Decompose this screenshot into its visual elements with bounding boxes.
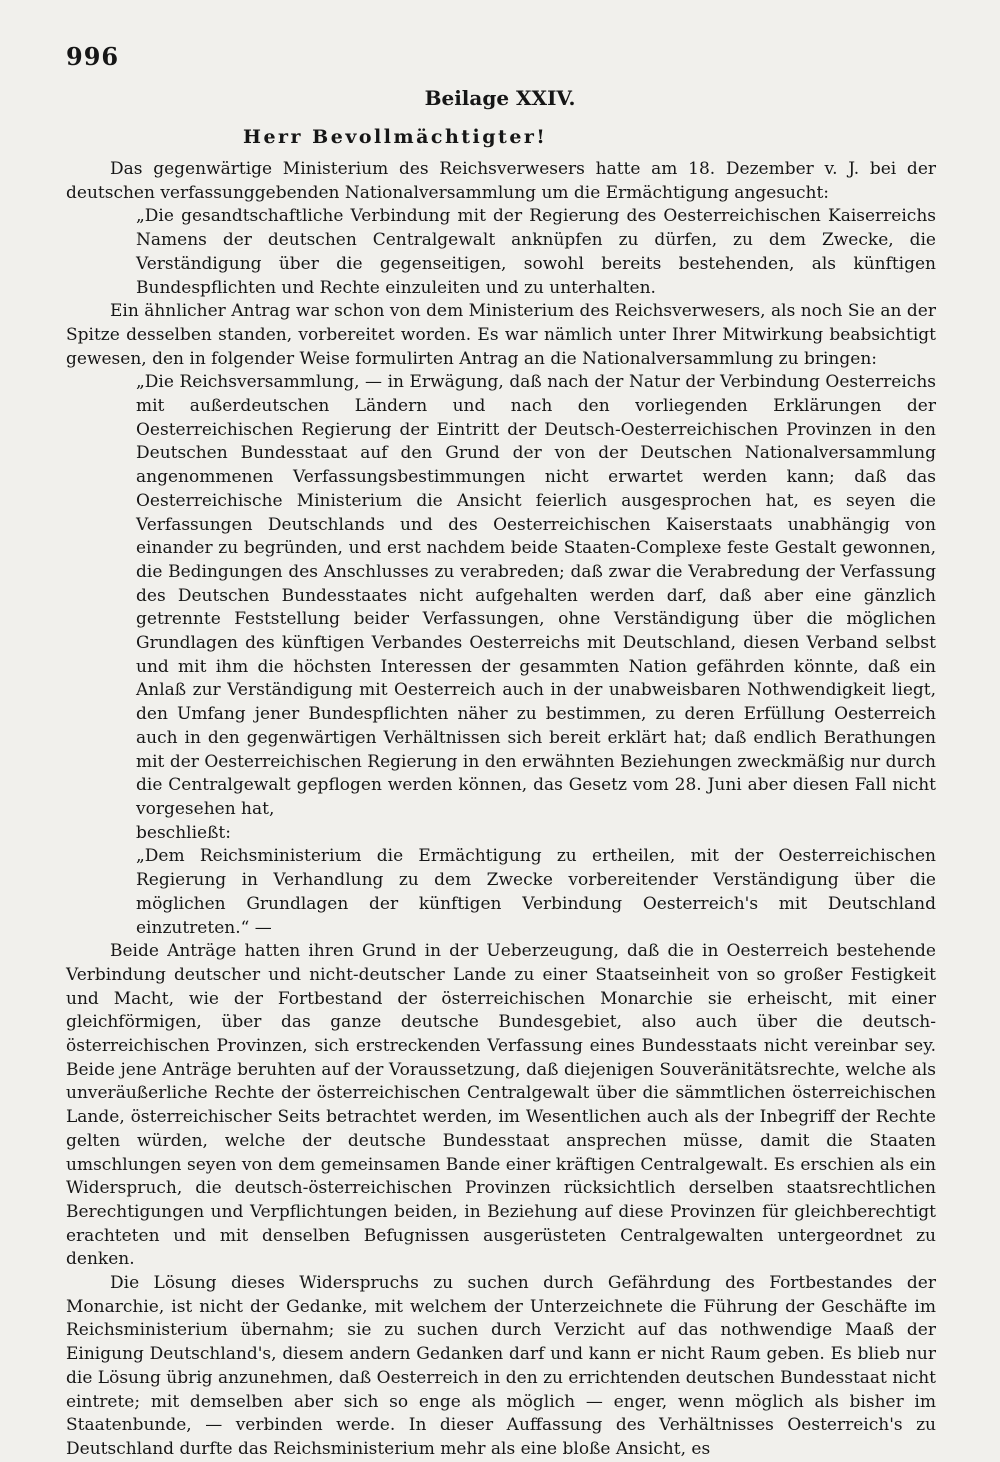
quoted-motion-2: „Die Reichsversammlung, — in Erwägung, daß nach der Natur der Verbindung Oesterreichs mit außerdeutschen Ländern und nach den vorliegenden Erklärungen der Oesterreichischen Regierung der Eintritt der Deutsch-Oesterreichischen Provinzen in den Deutschen Bundesstaat auf den Grund der von der Deutschen Nationalversammlung angenommenen Verfassungsbestimmungen nicht erwartet werden kann; daß das Oesterreichische Ministerium die Ansicht feierlich ausgesprochen hat, es seyen die Verfassungen Deutschlands und des Oesterreichischen Kaiserstaats unabhängig von einander zu begründen, und erst nachdem beide Staaten-Complexe feste Gestalt gewonnen, die Bedingungen des Anschlusses zu verabreden; daß zwar die Verabredung der Verfassung des Deutschen Bundesstaates nicht aufgehalten werden darf, daß aber eine gänzlich getrennte Feststellung beider Verfassungen, ohne Verständigung über die möglichen Grundlagen des künftigen Verbandes Oesterreichs mit Deutschland, diesen Verband selbst und mit ihm die höchsten Interessen der gesammten Nation gefährden könnte, daß ein Anlaß zur Verständigung mit Oesterreich auch in der unabweisbaren Nothwendigkeit liegt, den Umfang jener Bundespflichten näher zu bestimmen, zu deren Erfüllung Oesterreich auch in den gegenwärtigen Verhältnissen sich bereit erklärt hat; daß endlich Berathungen mit der Oesterreichischen Regierung in den erwähnten Beziehungen zweckmäßig nur durch die Centralgewalt gepflogen werden können, das Gesetz vom 28. Juni aber diesen Fall nicht vorgesehen hat, — [136, 372, 936, 819]
paragraph-both-motions: Beide Anträge hatten ihren Grund in der Ueberzeugung, daß die in Oesterreich bestehende Verbindung deutscher und nicht-deutscher Lande zu einer Staatseinheit von so großer Festigkeit und Macht, wie der Fortbestand der österreichischen Monarchie sie erheischt, mit einer gleichförmigen, über das ganze deutsche Bundesgebiet, also auch über die deutsch-österreichischen Provinzen, sich erstreckenden Verfassung eines Bundesstaats nicht vereinbar sey. Beide jene Anträge beruhten auf der Voraussetzung, daß diejenigen Souveränitätsrechte, welche als unveräußerliche Rechte der österreichischen Centralgewalt über die sämmtlichen österreichischen Lande, österreichischer Seits betrachtet werden, im Wesentlichen auch als der Inbegriff der Rechte gelten würden, welche der deutsche Bundesstaat ansprechen müsse, damit die Staaten umschlungen seyen von dem gemeinsamen Bande einer kräftigen Centralgewalt. Es erschien als ein Widerspruch, die deutsch-österreichischen Provinzen rücksichtlich derselben staatsrechtlichen Berechtigungen und Verpflichtungen beiden, in Beziehung auf diese Provinzen für gleichberechtigt erachteten und mit denselben Befugnissen ausgerüsteten Centralgewalten untergeordnet zu denken. — [66, 941, 936, 1270]
paragraph-solution: Die Lösung dieses Widerspruchs zu suchen durch Gefährdung des Fortbestandes der Monarchie, ist nicht der Gedanke, mit welchem der Unterzeichnete die Führung der Geschäfte im Reichsministerium übernahm; sie zu suchen durch Verzicht auf das nothwendige Maaß der Einigung Deutschland's, diesem andern Gedanken darf und kann er nicht Raum geben. Es blieb nur die Lösung übrig anzunehmen, daß Oesterreich in den zu errichtenden deutschen Bundesstaat nicht eintrete; mit demselben aber sich so enge als möglich — enger, wenn möglich als bisher im Staatenbunde, — verbinden werde. In dieser Auffassung des Verhältnisses Oesterreich's zu Deutschland durfte das Reichsministerium mehr als eine bloße Ansicht, es — [66, 1273, 936, 1459]
paragraph-intro: Das gegenwärtige Ministerium des Reichsverwesers hatte am 18. Dezember v. J. bei der deutschen verfassunggebenden Nationalversammlung um die Ermächtigung angesucht: — [66, 159, 936, 203]
page-number: 996 — [66, 42, 120, 71]
paragraph-prior-motion: Ein ähnlicher Antrag war schon von dem Ministerium des Reichsverwesers, als noch Sie an der Spitze desselben standen, vorbereitet worden. Es war nämlich unter Ihrer Mitwirkung beabsichtigt gewesen, den in folgender Weise formulirten Antrag an die Nationalversammlung zu bringen: — [66, 301, 936, 369]
resolves-line: beschließt: — [136, 822, 231, 843]
document-body — [66, 158, 936, 1462]
appendix-heading: Beilage XXIV. — [424, 86, 576, 110]
salutation: Herr Bevollmächtigter! — [243, 126, 548, 148]
quoted-resolution: „Dem Reichsministerium die Ermächtigung zu ertheilen, mit der Oesterreichischen Regierung in Verhandlung zu dem Zwecke vorbereitender Verständigung über die möglichen Grundlagen der künftigen Verbindung Oesterreich's mit Deutschland einzutreten.“ — — [136, 846, 936, 938]
quoted-motion-1: „Die gesandtschaftliche Verbindung mit der Regierung des Oesterreichischen Kaiserreichs Namens der deutschen Centralgewalt anknüpfen zu dürfen, zu dem Zwecke, die Verständigung über die gegenseitigen, sowohl bereits bestehenden, als künftigen Bundespflichten und Rechte einzuleiten und zu unterhalten. — [136, 206, 936, 298]
